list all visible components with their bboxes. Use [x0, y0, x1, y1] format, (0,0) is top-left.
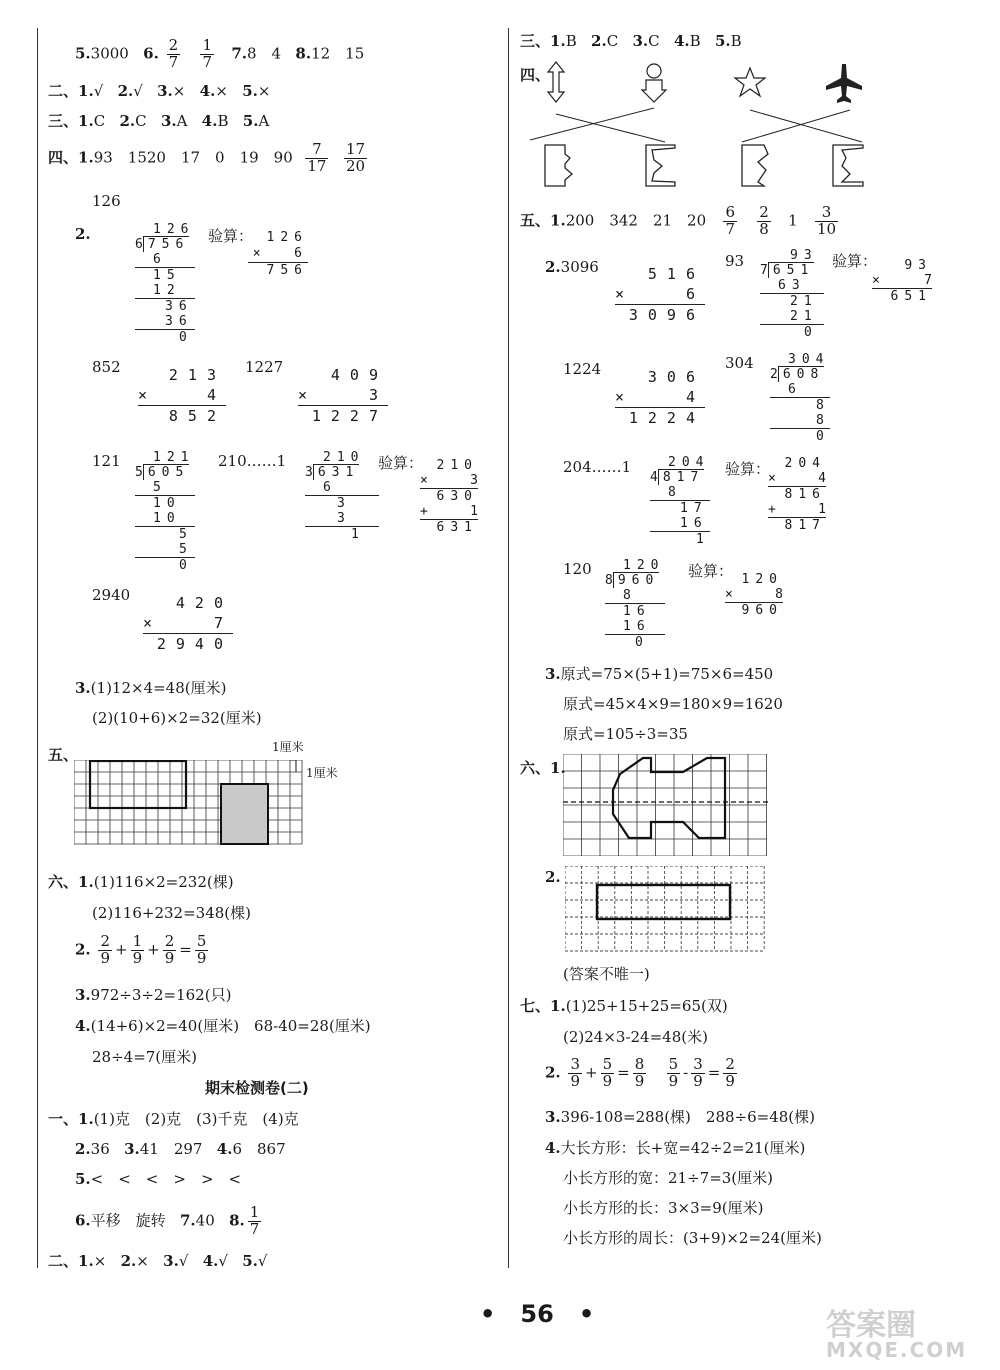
answer-1227: 1227	[245, 358, 284, 376]
verify-label: 验算：	[378, 454, 424, 472]
long-division-608: 304 2 608 6 8 8 0	[770, 352, 830, 444]
s1-line2: 2.36 3.41 297 4.6 867	[75, 1140, 286, 1158]
long-division-631: 210 3 631 6 3 3 1	[305, 450, 379, 542]
long-division-817: 204 4 817 8 17 16 1	[650, 455, 710, 547]
mult-420: 420 × 7 2940	[143, 594, 233, 653]
num: 6.	[143, 44, 159, 63]
left-q3: 3.(1)12×4=48(厘米)	[75, 679, 227, 697]
watermark-url: MXQE.COM	[826, 1338, 968, 1362]
mult-213: 213 × 4 852	[138, 366, 226, 425]
r-s7-4b: 小长方形的宽：21÷7=3(厘米)	[563, 1169, 774, 1187]
s1-line1: 一、1.(1)克 (2)克 (3)千克 (4)克	[48, 1110, 299, 1128]
s6-line4b: 28÷4=7(厘米)	[92, 1048, 198, 1066]
q2-label: 2.	[75, 225, 91, 243]
matching-diagram	[520, 58, 880, 193]
unit-label: 1厘米	[272, 740, 304, 754]
verify-960: 120 × 8 960	[725, 572, 783, 618]
mult-409: 409 × 3 1227	[298, 366, 388, 425]
answer-126: 126	[92, 192, 121, 210]
left-line-1	[75, 38, 364, 71]
mult-516: 516 × 6 3096	[615, 265, 705, 324]
answer-2940: 2940	[92, 586, 131, 604]
verify-label: 验算：	[832, 252, 878, 270]
section-4-label: 四、	[520, 66, 551, 84]
num: 8.	[295, 44, 312, 63]
column-divider	[508, 28, 509, 1268]
r-s7-3: 3.396-108=288(棵) 288÷6=48(棵)	[545, 1108, 816, 1126]
answer-93: 93	[725, 252, 745, 270]
r-s6-2-label: 2.	[545, 868, 561, 886]
section-5-grid	[74, 760, 304, 860]
fraction: $\frac{17}{20}$	[345, 140, 366, 175]
s6-line1: 六、1.(1)116×2=232(棵)	[48, 873, 234, 891]
r-s7-4a: 4.大长方形：长+宽=42÷2=21(厘米)	[545, 1139, 806, 1157]
long-division-960: 120 8 960 8 16 16 0	[605, 558, 665, 650]
page-number: • 56 •	[480, 1300, 595, 1328]
r-s7-4d: 小长方形的周长：(3+9)×2=24(厘米)	[563, 1229, 822, 1247]
answer-120: 120	[563, 560, 592, 578]
verify-label: 验算：	[688, 562, 734, 580]
long-division-605: 121 5 605 5 10 10 5 5 0	[135, 450, 195, 573]
r-q3-a: 3.原式=75×(5+1)=75×6=450	[545, 665, 774, 683]
person-icon	[642, 64, 666, 102]
r-q3-c: 原式=105÷3=35	[563, 725, 688, 743]
left-line-2: 二、1.√ 2.√ 3.× 4.× 5.×	[48, 82, 271, 100]
answer-204-remainder: 204……1	[563, 458, 632, 476]
answer-1224: 1224	[563, 360, 602, 378]
fraction: $\frac{2}{7}$	[168, 36, 179, 71]
r-s7-1: 七、1.(1)25+15+25=65(双)	[520, 997, 728, 1015]
rectangle-grid	[565, 866, 765, 952]
num: 7.	[231, 44, 248, 63]
s1-line3: 5.< < < > > <	[75, 1170, 242, 1188]
r-s6-label: 六、1.	[520, 759, 566, 777]
num: 5.	[75, 44, 91, 63]
airplane-icon	[826, 64, 862, 103]
section-5-label: 五、	[48, 746, 79, 764]
answer-852: 852	[92, 358, 121, 376]
star-icon	[735, 68, 765, 96]
exam-title: 期末检测卷(二)	[205, 1079, 309, 1097]
verify-label: 验算：	[208, 227, 254, 245]
symmetry-grid	[563, 754, 768, 856]
left-q3b: (2)(10+6)×2=32(厘米)	[92, 709, 262, 727]
r-q3-b: 原式=45×4×9=180×9=1620	[563, 695, 783, 713]
s6-line1b: (2)116+232=348(棵)	[92, 904, 251, 922]
fraction: $\frac{1}{7}$	[202, 36, 213, 71]
left-line-4: 四、1.93 1520 17 0 19 90 $\frac{7}{17}$ $\frac{17}{20}$	[48, 140, 366, 175]
mult-306: 306 × 4 1224	[615, 368, 705, 427]
watermark-logo: 答案圈	[826, 1308, 916, 1343]
s6-line4: 4.(14+6)×2=40(厘米) 68-40=28(厘米)	[75, 1017, 371, 1035]
shape-d	[833, 145, 863, 186]
s6-line3: 3.972÷3÷2=162(只)	[75, 986, 232, 1004]
shape-c	[742, 145, 768, 186]
verify-651: 93 × 7 651	[872, 258, 932, 304]
r-s7-2: 2. $\frac{3}{9}$ + $\frac{5}{9}$ = $\frac{8}{9}$ $\frac{5}{9}$ - $\frac{3}{9}$ = $\frac{2}{9}$	[545, 1055, 735, 1090]
answer-210-remainder: 210……1	[218, 452, 287, 470]
fraction: $\frac{7}{17}$	[307, 140, 327, 175]
answer-note: (答案不唯一)	[563, 965, 650, 983]
verify-631: 210 × 3 630 + 1 631	[420, 458, 478, 535]
s2-line: 二、1.× 2.× 3.√ 4.√ 5.√	[48, 1252, 268, 1270]
long-division-756: 126 6 756 6 15 12 36 36 0	[135, 222, 195, 345]
r-s7-1b: (2)24×3-24=48(米)	[563, 1028, 708, 1046]
shape-a	[545, 145, 572, 186]
double-arrow-icon	[548, 62, 564, 102]
ans: 8 4	[247, 44, 282, 63]
right-line-1: 三、1.B 2.C 3.C 4.B 5.B	[520, 32, 742, 50]
verify-817: 204 × 4 816 + 1 817	[768, 456, 826, 533]
s6-line2: 2. $\frac{2}{9}$ + $\frac{1}{9}$ + $\frac{2}{9}$ = $\frac{5}{9}$	[75, 932, 207, 967]
long-division-651: 93 7 651 63 21 21 0	[760, 248, 824, 340]
r-s7-4c: 小长方形的长：3×3=9(厘米)	[563, 1199, 764, 1217]
left-margin-line	[37, 28, 38, 1268]
verify-mult-126: 126 × 6 756	[248, 230, 308, 279]
answer-304: 304	[725, 354, 754, 372]
left-line-3: 三、1.C 2.C 3.A 4.B 5.A	[48, 112, 270, 130]
right-line-5: 五、1.200 342 21 20 $\frac{6}{7}$ $\frac{2}{8}$ 1 $\frac{3}{10}$	[520, 203, 837, 238]
s1-line4: 6.平移 旋转 7.40 8. $\frac{1}{7}$	[75, 1203, 260, 1238]
shape-b	[646, 145, 675, 186]
ans: 12 15	[311, 44, 365, 63]
verify-label: 验算：	[725, 460, 771, 478]
unit-label: 1厘米	[306, 766, 338, 780]
r-q2-3096: 2.3096	[545, 258, 599, 276]
ans: 3000	[90, 44, 129, 63]
answer-121: 121	[92, 452, 121, 470]
